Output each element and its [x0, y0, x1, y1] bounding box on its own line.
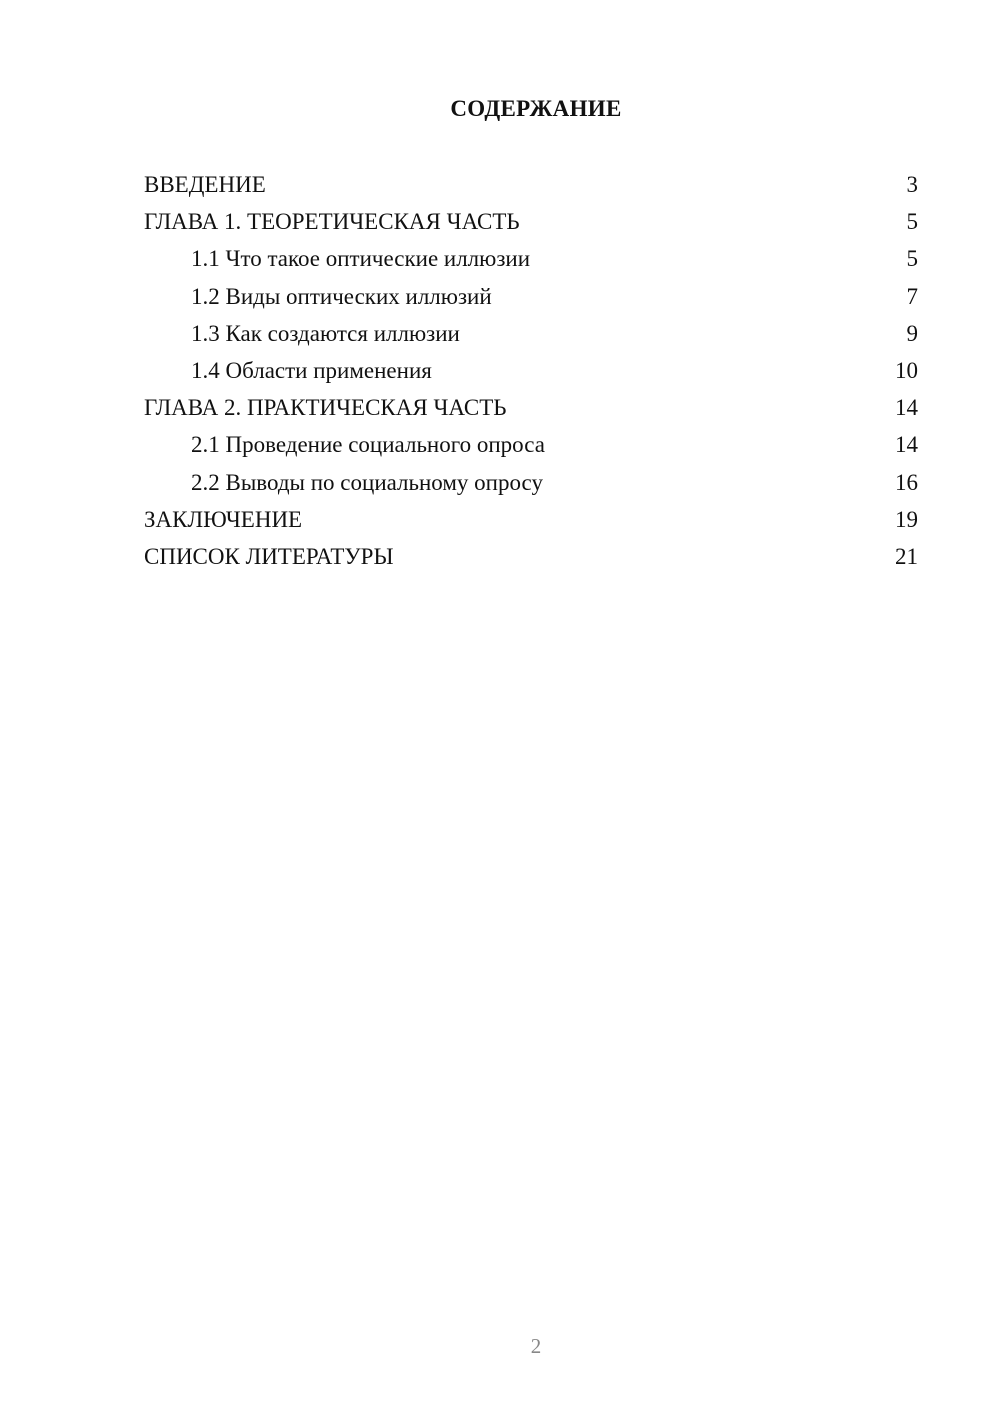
toc-subentry	[144, 464, 918, 501]
toc-subentry	[144, 352, 918, 389]
toc-entry-page: 5	[906, 209, 918, 235]
toc-entry	[144, 538, 918, 575]
toc-entry-label: ГЛАВА 2. ПРАКТИЧЕСКАЯ ЧАСТЬ	[144, 395, 507, 421]
toc-entry-page: 5	[906, 246, 918, 272]
toc-entry-label: 1.4 Области применения	[191, 357, 432, 383]
toc-entry	[144, 166, 918, 203]
toc-entry-page: 9	[906, 320, 918, 346]
toc-subentry	[144, 426, 918, 463]
toc-entry-page: 3	[906, 172, 918, 197]
toc-entry-label: 2.1 Проведение социального опроса	[191, 432, 545, 458]
toc-entry	[144, 501, 918, 538]
toc-entry-label: СПИСОК ЛИТЕРАТУРЫ	[144, 543, 394, 569]
page-title: СОДЕРЖАНИЕ	[450, 96, 622, 121]
toc-entry-page: 16	[895, 469, 918, 495]
toc-entry-label: ГЛАВА 1. ТЕОРЕТИЧЕСКАЯ ЧАСТЬ	[144, 209, 520, 235]
toc-entry-label: 1.3 Как создаются иллюзии	[191, 320, 460, 346]
toc-entry-label: 2.2 Выводы по социальному опросу	[191, 469, 543, 495]
toc-entry-label: 1.1 Что такое оптические иллюзии	[191, 246, 531, 272]
page-number: 2	[530, 1334, 542, 1358]
table-of-contents	[144, 166, 918, 575]
toc-entry-page: 14	[895, 395, 918, 421]
toc-entry-page: 7	[906, 283, 918, 309]
toc-entry-page: 14	[895, 432, 918, 458]
toc-subentry	[144, 240, 918, 277]
toc-entry	[144, 389, 918, 426]
toc-entry-label: ВВЕДЕНИЕ	[144, 172, 266, 197]
toc-entry-page: 19	[895, 506, 918, 532]
toc-subentry	[144, 278, 918, 315]
toc-subentry	[144, 315, 918, 352]
toc-entry	[144, 203, 918, 240]
toc-entry-page: 10	[895, 357, 918, 383]
toc-entry-label: 1.2 Виды оптических иллюзий	[191, 283, 492, 309]
toc-entry-page: 21	[895, 543, 918, 569]
toc-entry-label: ЗАКЛЮЧЕНИЕ	[144, 506, 303, 532]
